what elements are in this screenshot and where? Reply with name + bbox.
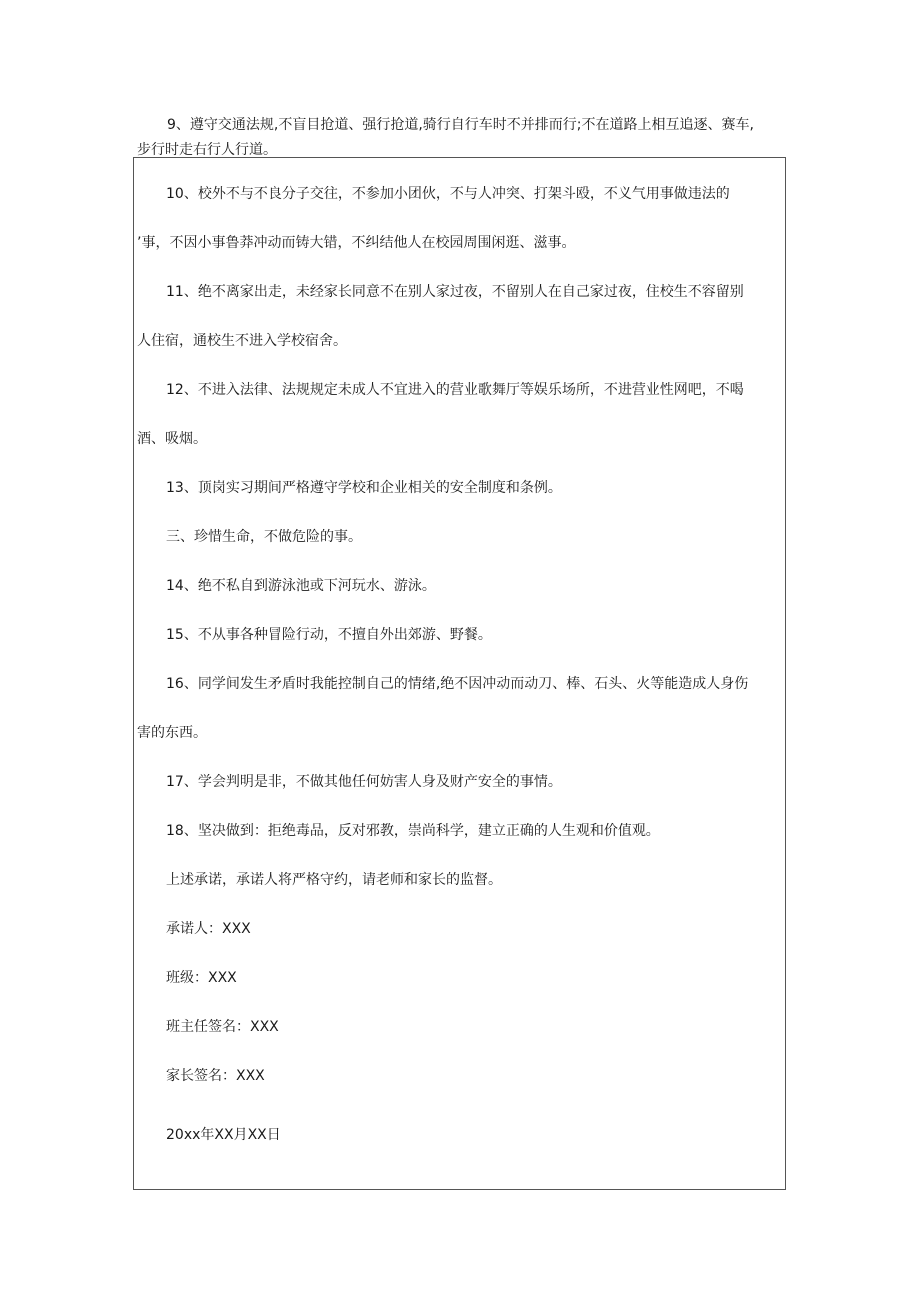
item-15: 15、不从事各种冒险行动，不擅自外出郊游、野餐。 bbox=[166, 627, 492, 643]
document-frame-bottom bbox=[133, 1189, 786, 1190]
promisor-signature: 承诺人：XXX bbox=[166, 921, 251, 937]
item-18: 18、坚决做到：拒绝毒品，反对邪教，崇尚科学，建立正确的人生观和价值观。 bbox=[166, 823, 660, 839]
item-11-line1: 11、绝不离家出走，未经家长同意不在别人家过夜，不留别人在自己家过夜，住校生不容留别 bbox=[166, 284, 744, 300]
item-10-line2: ’事，不因小事鲁莽冲动而铸大错，不纠结他人在校园周围闲逛、滋事。 bbox=[137, 235, 576, 251]
class-field: 班级：XXX bbox=[166, 970, 237, 986]
item-16-line2: 害的东西。 bbox=[137, 725, 207, 741]
item-9-line2: 步行时走右行人行道。 bbox=[137, 142, 277, 158]
item-9-paragraph bbox=[137, 113, 787, 163]
parent-signature: 家长签名：XXX bbox=[166, 1068, 265, 1084]
item-17: 17、学会判明是非，不做其他任何妨害人身及财产安全的事情。 bbox=[166, 774, 562, 790]
closing-statement: 上述承诺，承诺人将严格守约，请老师和家长的监督。 bbox=[166, 872, 502, 888]
item-11-line2: 人住宿，通校生不进入学校宿舍。 bbox=[137, 333, 347, 349]
item-12-line1: 12、不进入法律、法规规定未成人不宜进入的营业歌舞厅等娱乐场所，不进营业性网吧，不喝 bbox=[166, 382, 744, 398]
item-16-line1: 16、同学间发生矛盾时我能控制自己的情绪,绝不因冲动而动刀、棒、石头、火等能造成人身伤 bbox=[166, 676, 749, 692]
item-10-line1: 10、校外不与不良分子交往，不参加小团伙，不与人冲突、打架斗殴，不义气用事做违法的 bbox=[166, 186, 730, 202]
item-13: 13、顶岗实习期间严格遵守学校和企业相关的安全制度和条例。 bbox=[166, 480, 562, 496]
date-line: 20xx年XX月XX日 bbox=[166, 1127, 281, 1143]
section-3-heading: 三、珍惜生命，不做危险的事。 bbox=[166, 529, 362, 545]
teacher-signature: 班主任签名：XXX bbox=[166, 1019, 279, 1035]
item-14: 14、绝不私自到游泳池或下河玩水、游泳。 bbox=[166, 578, 436, 594]
item-9-line1: 9、遵守交通法规,不盲目抢道、强行抢道,骑行自行车时不并排而行;不在道路上相互追逐、赛车, bbox=[167, 117, 754, 133]
item-12-line2: 酒、吸烟。 bbox=[137, 431, 207, 447]
